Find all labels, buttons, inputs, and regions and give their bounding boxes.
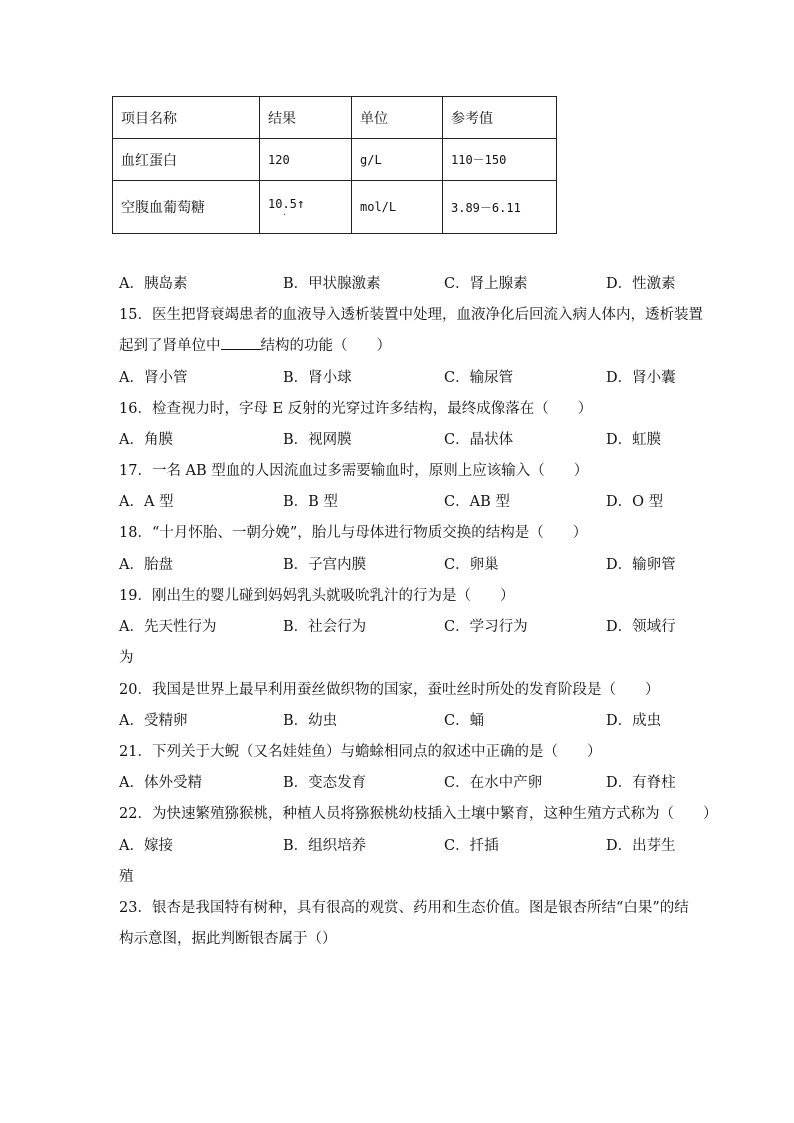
q22-option-d-wrap: 殖	[119, 869, 134, 885]
q15-option-b: B．肾小球	[283, 370, 352, 386]
q23-stem-line1: 23．银杏是我国特有树种，具有很高的观赏、药用和生态价值。图是银杏所结“白果”的结	[119, 900, 689, 916]
cell-unit: g/L	[352, 139, 443, 181]
q21-option-c: C．在水中产卵	[444, 775, 543, 791]
q20-option-c: C．蛹	[444, 713, 485, 729]
q19-option-b: B．社会行为	[283, 619, 367, 635]
q18-option-b: B．子宫内膜	[283, 557, 367, 573]
q22-option-d: D．出芽生	[606, 838, 676, 854]
q20-option-a: A．受精卵	[119, 713, 188, 729]
q22-stem: 22．为快速繁殖猕猴桃，种植人员将猕猴桃幼枝插入土壤中繁育，这种生殖方式称为（ ）	[119, 806, 718, 822]
q17-stem: 17．一名 AB 型血的人因流血过多需要输血时，原则上应该输入（ ）	[119, 463, 589, 479]
cell-reference: 110－150	[443, 139, 557, 181]
q22-option-a: A．嫁接	[119, 838, 173, 854]
q19-option-d-wrap: 为	[119, 650, 134, 666]
q14-option-d: D．性激素	[606, 276, 676, 292]
cell-result: 120	[260, 139, 352, 181]
cell-item-name: 血红蛋白	[113, 139, 260, 181]
q15-stem-line1: 15．医生把肾衰竭患者的血液导入透析装置中处理，血液净化后回流入病人体内，透析装置	[119, 307, 703, 323]
q17-option-a: A．A 型	[119, 494, 174, 510]
table-row	[113, 139, 557, 181]
table-header-row	[113, 97, 557, 139]
q15-option-c: C．输尿管	[444, 370, 514, 386]
q15-stem-part2: 结构的功能（ ）	[260, 338, 391, 354]
header-item-name: 项目名称	[113, 97, 260, 139]
q20-stem: 20．我国是世界上最早利用蚕丝做织物的国家，蚕吐丝时所处的发育阶段是（ ）	[119, 682, 660, 698]
q16-option-a: A．角膜	[119, 432, 173, 448]
q19-option-d: D．领域行	[606, 619, 676, 635]
q20-option-d: D．成虫	[606, 713, 662, 729]
q17-option-c: C．AB 型	[444, 494, 510, 510]
q15-option-a: A．肾小管	[119, 370, 188, 386]
cell-unit: mol/L	[352, 181, 443, 234]
q16-option-b: B．视网膜	[283, 432, 352, 448]
lab-results-table	[112, 96, 557, 234]
q14-option-c: C．肾上腺素	[444, 276, 528, 292]
q18-option-d: D．输卵管	[606, 557, 676, 573]
q15-option-d: D．肾小囊	[606, 370, 676, 386]
up-arrow-icon: ↑	[296, 196, 305, 212]
q17-option-b: B．B 型	[283, 494, 338, 510]
table-row	[113, 181, 557, 234]
q18-option-a: A．胎盘	[119, 557, 173, 573]
q15-stem-line2	[119, 334, 391, 355]
q17-option-d: D．O 型	[606, 494, 664, 510]
cell-reference: 3.89－6.11	[443, 181, 557, 234]
q14-option-b: B．甲状腺激素	[283, 276, 381, 292]
q21-option-a: A．体外受精	[119, 775, 202, 791]
q22-option-b: B．组织培养	[283, 838, 367, 854]
q21-option-d: D．有脊柱	[606, 775, 676, 791]
q18-option-c: C．卵巢	[444, 557, 499, 573]
q14-option-a: A．胰岛素	[119, 276, 188, 292]
q21-option-b: B．变态发育	[283, 775, 367, 791]
cell-result-high	[260, 181, 352, 234]
answer-blank	[221, 337, 261, 350]
result-value: 10.5	[268, 196, 297, 211]
q22-option-c: C．扦插	[444, 838, 499, 854]
q19-stem: 19．刚出生的婴儿碰到妈妈乳头就吸吮乳汁的行为是（ ）	[119, 588, 515, 604]
q20-option-b: B．幼虫	[283, 713, 338, 729]
q21-stem: 21．下列关于大鲵（又名娃娃鱼）与蟾蜍相同点的叙述中正确的是（ ）	[119, 744, 602, 760]
q19-option-a: A．先天性行为	[119, 619, 217, 635]
q23-stem-line2: 构示意图，据此判断银杏属于（）	[119, 931, 337, 947]
decimal-dot: ·	[282, 209, 287, 219]
q19-option-c: C．学习行为	[444, 619, 528, 635]
header-reference: 参考值	[443, 97, 557, 139]
q16-option-d: D．虹膜	[606, 432, 662, 448]
q18-stem: 18．“十月怀胎、一朝分娩”，胎儿与母体进行物质交换的结构是（ ）	[119, 525, 588, 541]
q15-stem-part1: 起到了肾单位中	[119, 338, 221, 354]
header-result: 结果	[260, 97, 352, 139]
q16-stem: 16．检查视力时，字母 E 反射的光穿过许多结构，最终成像落在（ ）	[119, 401, 593, 417]
header-unit: 单位	[352, 97, 443, 139]
cell-item-name: 空腹血葡萄糖	[113, 181, 260, 234]
q16-option-c: C．晶状体	[444, 432, 514, 448]
